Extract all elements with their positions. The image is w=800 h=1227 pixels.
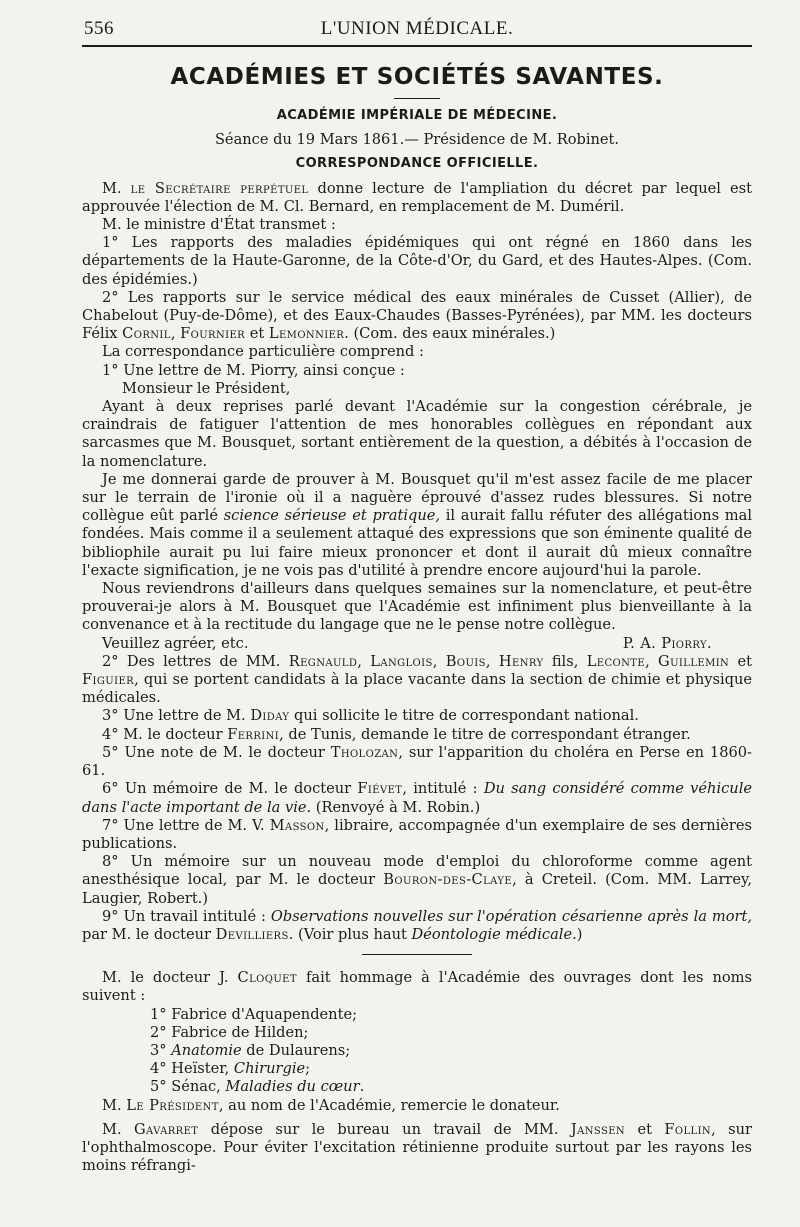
paragraph-correspondance-particuliere: La correspondance particulière comprend : (102, 343, 424, 361)
list-item: 2° Fabrice de Hilden; (150, 1023, 309, 1041)
paragraph-cloquet: M. le docteur J. Cloquet fait hommage à l'Académie des ouvrages dont les noms suivent : (82, 969, 752, 1005)
letter-paragraph-3: Nous reviendrons d'ailleurs dans quelques semaines sur la nomenclature, et peut-être prouverai-je alors à M. Bousquet que l'Académie est infiniment plus bienveillante à la convenance et à la rectitude du langage que ne le pense notre collègue. (82, 580, 752, 634)
section-divider (362, 954, 472, 955)
paragraph-chloroforme: 8° Un mémoire sur un nouveau mode d'emploi du chloroforme comme agent anesthésique local, par M. le docteur Bouron-des-Claye, à Creteil. (Com. MM. Larrey, Laugier, Robert.) (82, 853, 752, 907)
paragraph-tholozan: 5° Une note de M. le docteur Tholozan, sur l'apparition du choléra en Perse en 1860-61. (82, 743, 752, 780)
running-title: L'UNION MÉDICALE. (320, 18, 514, 39)
header-rule (82, 45, 752, 47)
letter-paragraph-1: Ayant à deux reprises parlé devant l'Académie sur la congestion cérébrale, je craindrais de fatiguer l'attention de mes honorables collègues en répondant aux sarcasmes que M. Bousquet, sortant entièrement de la question, a débités à l'occasion de la nomenclature. (82, 398, 752, 470)
paragraph-epidemies: 1° Les rapports des maladies épidémiques qui ont régné en 1860 dans les départements de la Haute-Garonne, de la Côte-d'Or, du Gard, et des Hautes-Alpes. (Com. des épidémies.) (82, 234, 752, 288)
paragraph-gavarret: M. Gavarret dépose sur le bureau un travail de MM. Janssen et Follin, sur l'ophthalmoscope. Pour éviter l'excitation rétinienne produite surtout par les rayons les moins réfrangi- (82, 1120, 752, 1175)
letter-paragraph-2: Je me donnerai garde de prouver à M. Bousquet qu'il m'est assez facile de me placer sur le terrain de l'ironie où il a naguère éprouvé d'assez rudes blessures. Si notre collègue eût parlé science sérieuse et pratique, il aurait fallu réfuter des allégations mal fondées. Mais comme il a seulement attaqué des expressions que son éminente qualité de bibliophile aurait pu lui faire mieux prononcer et dont il aurait dû mieux connaître l'exacte signification, je ne vois pas d'utilité à prendre encore aujourd'hui la parole. (82, 470, 752, 579)
paragraph-president: M. Le Président, au nom de l'Académie, remercie le donateur. (102, 1096, 560, 1114)
list-item: 3° Anatomie de Dulaurens; (150, 1041, 351, 1059)
academy-name: ACADÉMIE IMPÉRIALE DE MÉDECINE. (276, 108, 558, 123)
works-list (82, 1006, 752, 1097)
list-item: 5° Sénac, Maladies du cœur. (150, 1078, 365, 1096)
paragraph-fievet: 6° Un mémoire de M. le docteur Fiévet, intitulé : Du sang considéré comme véhicule dans l'acte important de la vie. (Renvoyé à M. Robin.) (82, 780, 753, 816)
running-header (82, 10, 752, 44)
paragraph-eaux-minerales: 2° Les rapports sur le service médical des eaux minérales de Cusset (Allier), de Chabelout (Puy-de-Dôme), et des Eaux-Chaudes (Basses-Pyrénées), par MM. les docteurs Félix Cornil, Fournier et Lemonnier. (Com. des eaux minérales.) (82, 288, 752, 343)
letter-closing-line (82, 635, 752, 653)
letter-salutation: Monsieur le Président, (122, 379, 291, 397)
page-number: 556 (84, 18, 114, 39)
paragraph-cesarienne: 9° Un travail intitulé : Observations nouvelles sur l'opération césarienne après la mort, par M. le docteur Devilliers. (Voir plus haut Déontologie médicale.) (82, 907, 752, 943)
paragraph-lettre-piorry: 1° Une lettre de M. Piorry, ainsi conçue : (102, 361, 405, 379)
list-item: 1° Fabrice d'Aquapendente; (150, 1005, 357, 1023)
paragraph-election: M. le Secrétaire perpétuel donne lecture de l'ampliation du décret par lequel est approuvée l'élection de M. Cl. Bernard, en remplacement de M. Duméril. (82, 179, 752, 215)
letter-closing: Veuillez agréer, etc. (102, 634, 249, 652)
article-body (82, 58, 752, 1175)
seance-line: Séance du 19 Mars 1861.— Présidence de M. Robinet. (214, 131, 620, 149)
list-item: 4° Heïster, Chirurgie; (150, 1060, 311, 1078)
section-title: ACADÉMIES ET SOCIÉTÉS SAVANTES. (170, 64, 664, 90)
letter-signature: P. A. Piorry. (622, 634, 712, 652)
correspondance-heading: CORRESPONDANCE OFFICIELLE. (295, 156, 539, 172)
paragraph-masson: 7° Une lettre de M. V. Masson, libraire, accompagnée d'un exemplaire de ses dernières publications. (82, 816, 752, 852)
paragraph-ministre: M. le ministre d'État transmet : (102, 216, 336, 234)
title-rule (394, 98, 440, 99)
paragraph-ferrini: 4° M. le docteur Ferrini, de Tunis, demande le titre de correspondant étranger. (102, 725, 691, 743)
paragraph-candidats: 2° Des lettres de MM. Regnauld, Langlois, Bouis, Henry fils, Leconte, Guillemin et Figuier, qui se portent candidats à la place vacante dans la section de chimie et physique médicales. (82, 652, 753, 707)
paragraph-diday: 3° Une lettre de M. Diday qui sollicite le titre de correspondant national. (102, 707, 639, 725)
